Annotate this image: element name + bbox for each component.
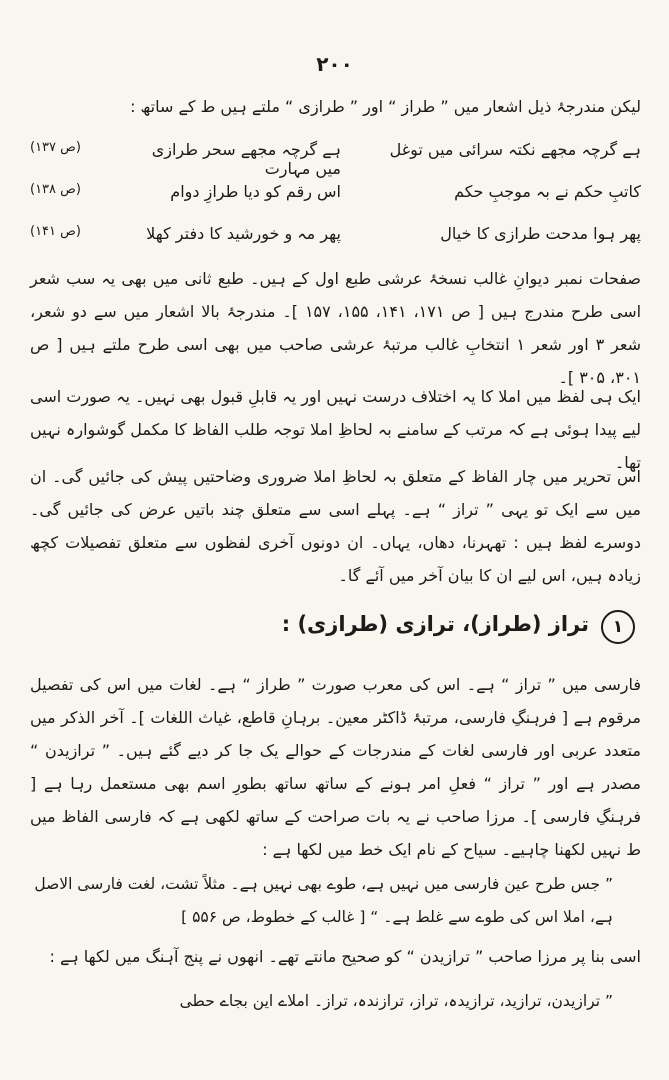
section-title: تراز (طراز)، ترازی (طرازی) :	[281, 612, 589, 636]
verse-2-second-half: اس رقم کو دیا طرازِ دوام	[170, 182, 341, 201]
verse-1-reference: (ص ۱۳۷)	[30, 140, 81, 155]
verse-2-reference: (ص ۱۳۸)	[30, 182, 81, 197]
paragraph-basis: اسی بنا پر مرزا صاحب ” ترازیدن “ کو صحیح مانتے تھے۔ انھوں نے پنج آہنگ میں لکھا ہے :	[49, 947, 641, 966]
paragraph-farsi-tiraz: فارسی میں ” تراز “ ہے۔ اس کی معرب صورت ” طراز “ ہے۔ لغات میں اس کی تفصیل مرقوم ہے [ فرہنگِ فارسی، مرتبۂ ڈاکٹر معین۔ برہانِ قاطع، غیاث اللغات ]۔ آخر الذکر میں متعدد عربی اور فارسی لغات کے مندرجات کے حوالے یک جا کر دیے گئے ہیں۔ ” ترازیدن “ مصدر ہے اور ” تراز “ فعلِ امر ہونے کے ساتھ ساتھ بطورِ اسم بھی مستعمل رہا ہے [ فرہنگِ فارسی ]۔ مرزا صاحب نے یہ بات صراحت کے ساتھ لکھی ہے کہ فارسی الفاظ میں ط نہیں لکھنا چاہیے۔ سیاح کے نام ایک خط میں لکھا ہے :	[30, 675, 641, 859]
section-heading	[30, 604, 641, 650]
section-number: ۱	[601, 610, 635, 644]
verse-1-second-half: ہے گرچہ مجھے سحر طرازی میں مہارت	[151, 140, 341, 178]
verse-3	[30, 224, 641, 252]
page-number: ۲۰۰	[316, 52, 353, 76]
paragraph-four-words: اس تحریر میں چار الفاظ کے متعلق بہ لحاظِ املا ضروری وضاحتیں پیش کی جائیں گی۔ ان میں سے ایک تو یہی ” تراز “ ہے۔ پہلے اسی سے متعلق چند باتیں عرض کی جائیں گی۔ دوسرے لفظ ہیں : تھہرنا، دھاں، یہاں۔ ان دونوں آخری لفظوں سے متعلق تفصیلات کچھ زیادہ ہیں، اس لیے ان کا بیان آخر میں آئے گا۔	[30, 467, 641, 585]
intro-line: لیکن مندرجۂ ذیل اشعار میں ” طراز “ اور ” طرازی “ ملتے ہیں ط کے ساتھ :	[130, 97, 641, 116]
quote-panj-ahang: ” ترازیدن، ترازید، ترازیدہ، تراز، ترازندہ، تراز۔ املاے این بجاے حطی	[179, 992, 613, 1010]
verse-1	[30, 140, 641, 178]
verse-1-first-half: ہے گرچہ مجھے نکتہ سرائی میں توغل	[389, 140, 641, 159]
quote-ghalib-letter: ” جس طرح عین فارسی میں نہیں ہے، طوے بھی نہیں ہے۔ مثلاً تشت، لغت فارسی الاصل ہے، املا اس کی طوے سے غلط ہے۔ “ [ غالب کے خطوط، ص ۵۵۶ ]	[34, 875, 613, 926]
verse-2-first-half: کاتبِ حکم نے بہ موجبِ حکم	[454, 182, 641, 201]
verse-2	[30, 182, 641, 210]
verse-3-first-half: پھر ہوا مدحت طرازی کا خیال	[440, 224, 641, 243]
paragraph-spelling-variance: ایک ہی لفظ میں املا کا یہ اختلاف درست نہیں اور یہ قابلِ قبول بھی نہیں۔ یہ صورت اسی لیے پیدا ہوئی ہے کہ مرتب کے سامنے بہ لحاظِ املا توجہ طلب الفاظ کا مکمل گوشوارہ نہیں تھا۔	[30, 387, 641, 472]
verse-3-reference: (ص ۱۴۱)	[30, 224, 81, 239]
paragraph-notes: صفحات نمبر دیوانِ غالب نسخۂ عرشی طبع اول کے ہیں۔ طبع ثانی میں بھی یہ سب شعر اسی طرح مندرج ہیں [ ص ۱۷۱، ۱۴۱، ۱۵۵، ۱۵۷ ]۔ مندرجۂ بالا اشعار میں سے دو شعر، شعر ۳ اور شعر ۱ انتخابِ غالب مرتبۂ عرشی صاحب میں بھی اسی طرح ملتے ہیں [ ص ۳۰۱، ۳۰۵ ]۔	[30, 269, 642, 387]
verse-3-second-half: پھر مہ و خورشید کا دفتر کھلا	[146, 224, 341, 243]
